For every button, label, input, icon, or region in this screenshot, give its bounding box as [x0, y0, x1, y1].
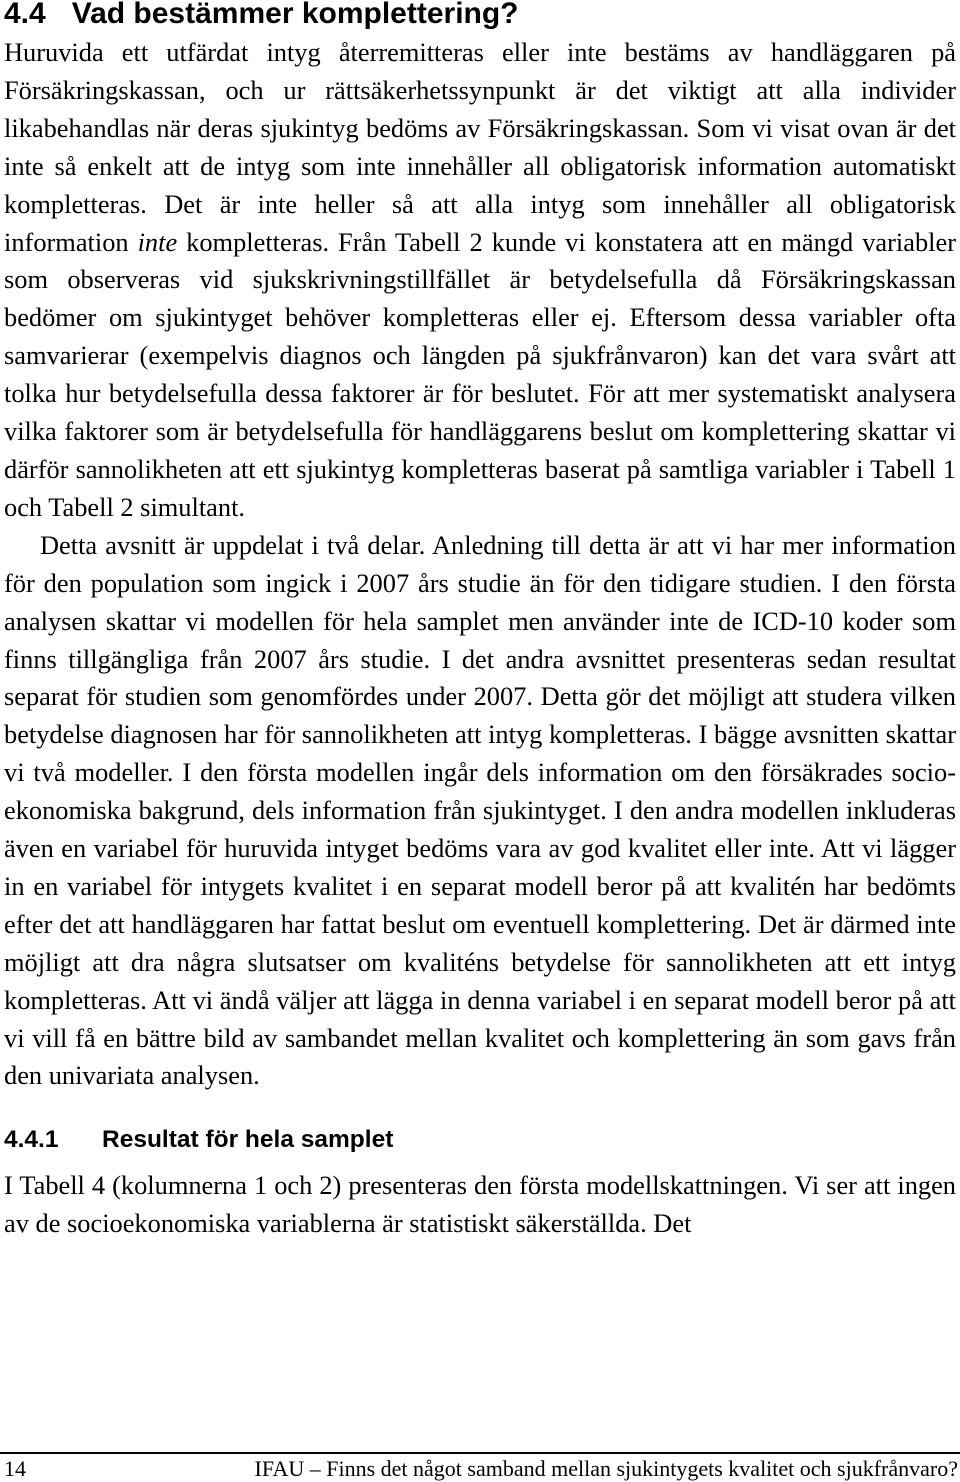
subsection-heading	[4, 1125, 956, 1155]
paragraph-1-text-b: kompletteras. Från Tabell 2 kunde vi konstatera att en mängd variabler som observeras vid sjukskrivningstillfället är betydelsefulla då Försäkringskassan bedömer om sjukintyget behöver kompletteras eller ej. Eftersom dessa variabler ofta samvarierar (exempelvis diagnos och längden på sjukfrånvaron) kan det vara svårt att tolka hur betydelsefulla dessa faktorer är för beslutet. För att mer systematiskt analysera vilka faktorer som är betydelsefulla för handläggarens beslut om komplettering skattar vi därför sannolikheten att ett sjukintyg kompletteras baserat på samtliga variabler i Tabell 1 och Tabell 2 simultant.	[4, 226, 956, 522]
subsection-title: Resultat för hela samplet	[102, 1126, 394, 1154]
section-heading	[4, 0, 956, 31]
subsection-number: 4.4.1	[4, 1126, 59, 1154]
paragraph-3: I Tabell 4 (kolumnerna 1 och 2) presenteras den första modellskattningen. Vi ser att ingen av de socioekonomiska variablerna är statistiskt säkerställda. Det	[4, 1170, 956, 1239]
paragraph-1-text-a: Huruvida ett utfärdat intyg återremitteras eller inte bestäms av handläggaren på Försäkringskassan, och ur rättsäkerhetssynpunkt är det viktigt att alla individer likabehandlas när deras sjukintyg bedöms av Försäkringskassan. Som vi visat ovan är det inte så enkelt att de intyg som inte innehåller all obligatorisk information automatiskt kompletteras. Det är inte heller så att alla intyg som innehåller all obligatorisk information	[4, 37, 956, 257]
section-number: 4.4	[4, 0, 46, 30]
section-title: Vad bestämmer komplettering?	[71, 0, 519, 30]
running-title: IFAU – Finns det något samband mellan sjukintygets kvalitet och sjukfrånvaro?	[254, 1456, 958, 1481]
document-page	[4, 0, 956, 1243]
paragraph-1-emphasis: inte	[137, 226, 178, 257]
paragraph-2: Detta avsnitt är uppdelat i två delar. Anledning till detta är att vi har mer information för den population som ingick i 2007 års studie än för den tidigare studien. I den första analysen skattar vi modellen för hela samplet men använder inte de ICD-10 koder som finns tillgängliga från 2007 års studie. I det andra avsnittet presenteras sedan resultat separat för studien som genomfördes under 2007. Detta gör det möjligt att studera vilken betydelse diagnosen har för sannolikheten att intyg kompletteras. I bägge avsnitten skattar vi två modeller. I den första modellen ingår dels information om den försäkrades socio-ekonomiska bakgrund, dels information från sjukintyget. I den andra modellen inkluderas även en variabel för huruvida intyget bedöms vara av god kvalitet eller inte. Att vi lägger in en variabel för intygets kvalitet i en separat modell beror på att kvalitén har bedömts efter det att handläggaren har fattat beslut om eventuell komplettering. Det är därmed inte möjligt att dra några slutsatser om kvaliténs betydelse för sannolikheten att ett intyg kompletteras. Att vi ändå väljer att lägga in denna variabel i en separat modell beror på att vi vill få en bättre bild av sambandet mellan kvalitet och komplettering än som gavs från den univariata analysen.	[4, 529, 956, 1091]
page-number: 14	[4, 1456, 26, 1481]
footer-divider	[0, 1452, 960, 1454]
page-footer	[4, 1456, 958, 1482]
paragraph-1	[4, 34, 956, 527]
